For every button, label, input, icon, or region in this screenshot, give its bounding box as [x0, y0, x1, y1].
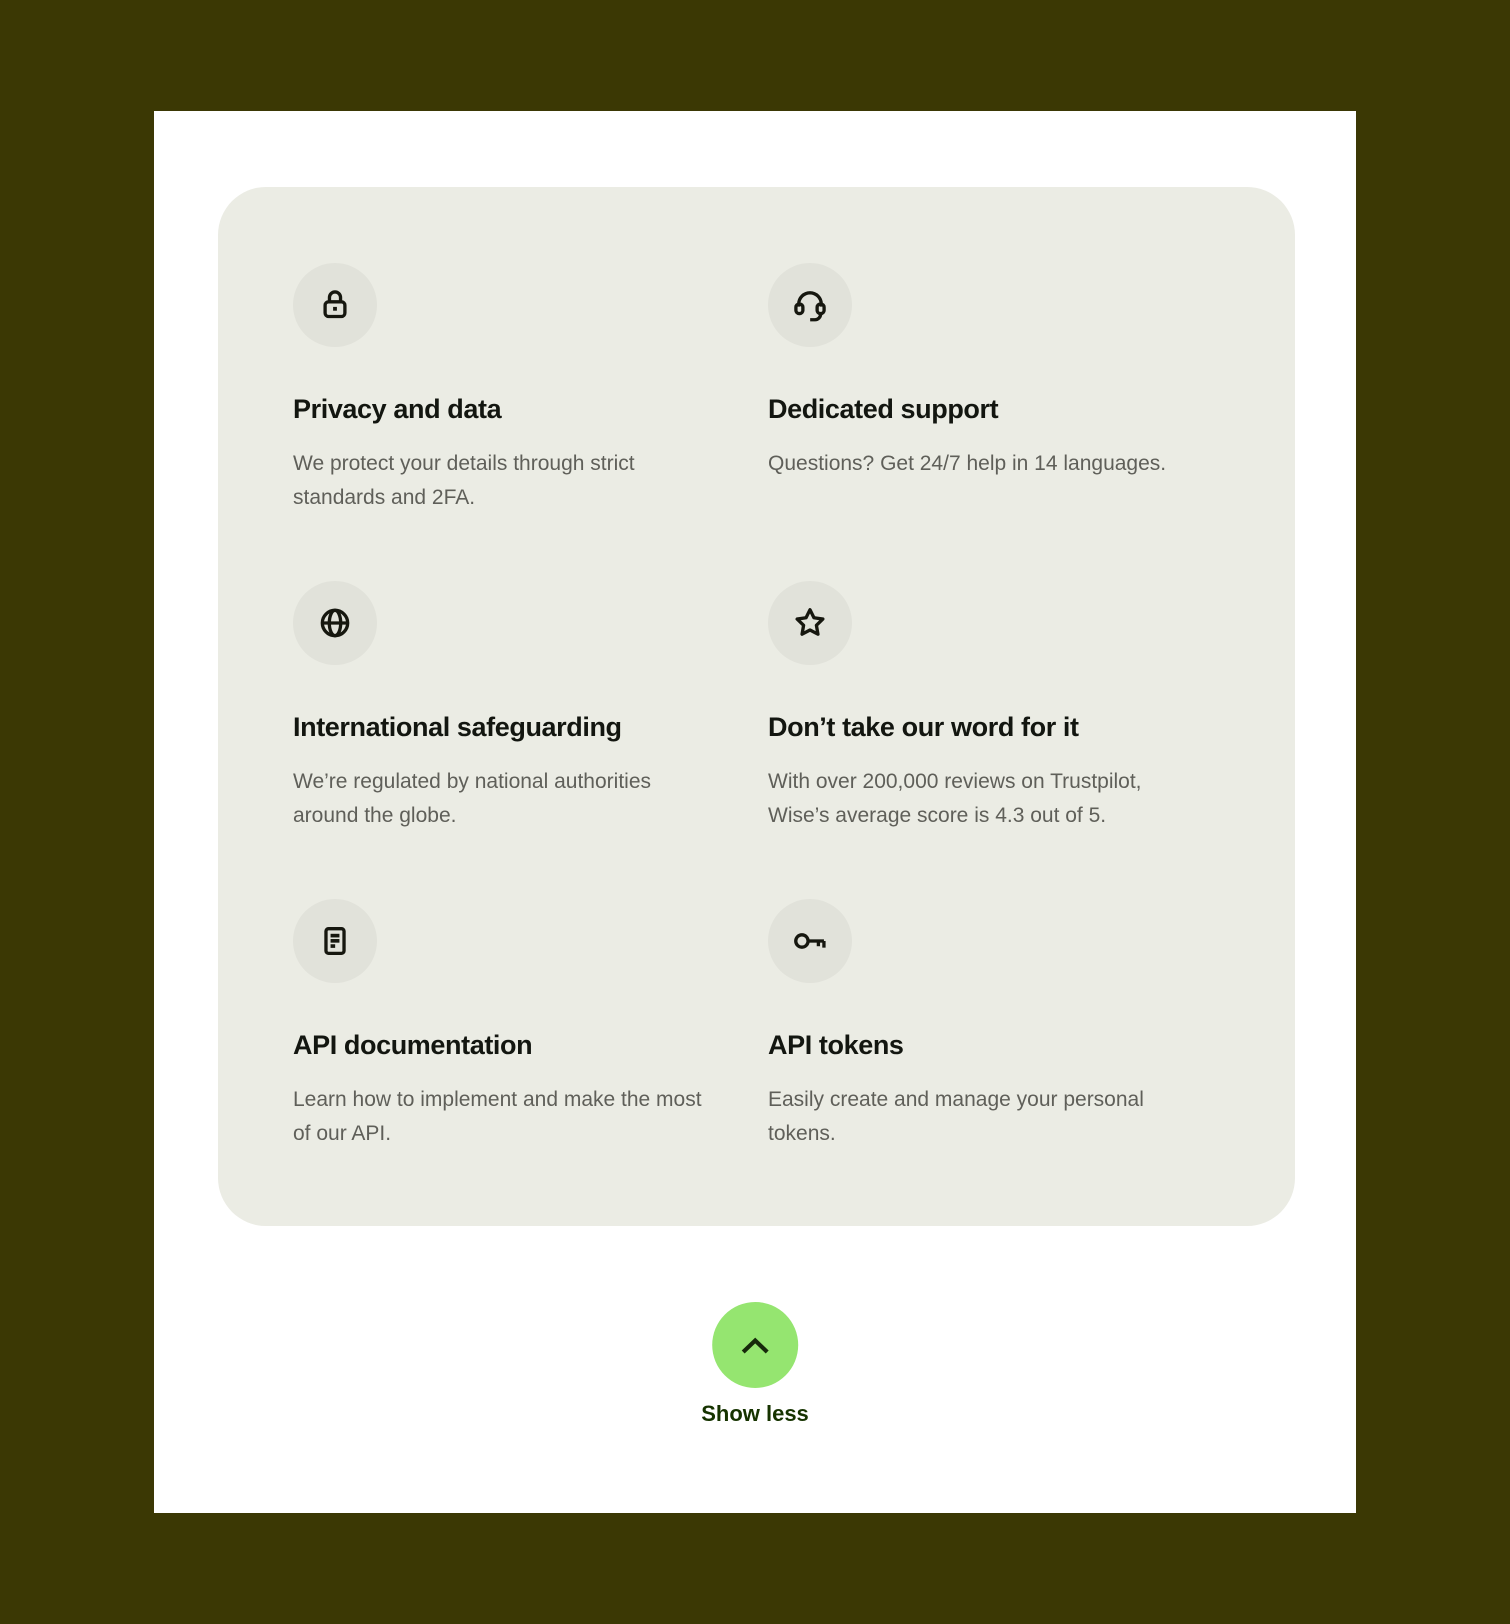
feature-title: Privacy and data — [293, 394, 502, 424]
show-less-label: Show less — [701, 1401, 809, 1426]
feature-title: API documentation — [293, 1030, 533, 1060]
icon-circle — [768, 581, 852, 665]
key-icon — [791, 922, 829, 960]
feature-title: API tokens — [768, 1030, 904, 1060]
feature-description: Easily create and manage your personal tokens. — [768, 1088, 1144, 1145]
feature-title: International safeguarding — [293, 712, 622, 742]
star-icon — [791, 604, 829, 642]
feature-card-international-safeguarding[interactable] — [293, 581, 768, 833]
feature-card-privacy-and-data[interactable] — [293, 263, 768, 515]
content-card — [154, 111, 1356, 1513]
icon-circle — [768, 899, 852, 983]
feature-title: Dedicated support — [768, 394, 999, 424]
feature-card-api-documentation[interactable] — [293, 899, 768, 1151]
feature-description: We’re regulated by national authorities around the globe. — [293, 770, 651, 827]
feature-card-dedicated-support[interactable] — [768, 263, 1265, 515]
globe-icon — [316, 604, 354, 642]
show-less-button[interactable] — [701, 1302, 809, 1427]
chevron-up-icon — [740, 1337, 770, 1354]
features-panel — [218, 187, 1295, 1226]
feature-description: With over 200,000 reviews on Trustpilot, Wise’s average score is 4.3 out of 5. — [768, 770, 1142, 827]
feature-description: Questions? Get 24/7 help in 14 languages. — [768, 452, 1167, 475]
feature-title: Don’t take our word for it — [768, 712, 1079, 742]
feature-card-api-tokens[interactable] — [768, 899, 1265, 1151]
document-icon — [316, 922, 354, 960]
headset-icon — [791, 286, 829, 324]
feature-card-reviews[interactable] — [768, 581, 1265, 833]
feature-description: Learn how to implement and make the most of our API. — [293, 1088, 702, 1145]
icon-circle — [293, 263, 377, 347]
show-less-circle — [712, 1302, 798, 1388]
features-grid — [293, 263, 1265, 1151]
lock-icon — [316, 286, 354, 324]
icon-circle — [293, 581, 377, 665]
icon-circle — [293, 899, 377, 983]
feature-description: We protect your details through strict standards and 2FA. — [293, 452, 635, 509]
icon-circle — [768, 263, 852, 347]
